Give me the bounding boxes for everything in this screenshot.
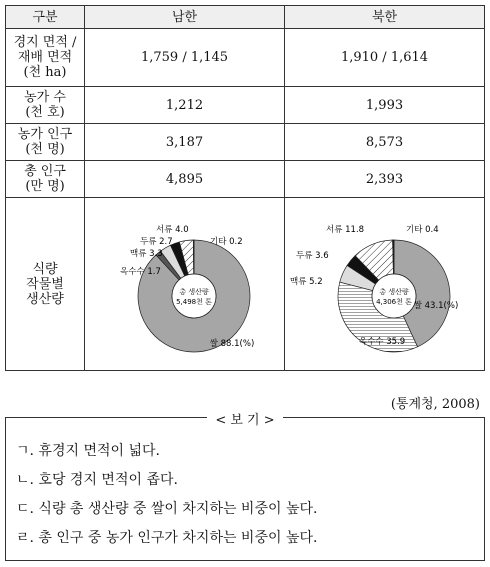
south-area-value: 1,759 / 1,145: [85, 29, 285, 87]
row-label-area: 경지 면적 / 재배 면적 (천 ha): [6, 29, 85, 87]
pie-center: [172, 274, 216, 318]
pie-center-label: 총 생산량: [378, 288, 409, 296]
pie-label-맥류: 맥류 3.3: [129, 249, 163, 259]
bogi-item-1: ㄱ. 휴경지 면적이 넓다.: [16, 443, 160, 459]
pie-label-옥수수: 옥수수 35.9: [358, 337, 405, 347]
pie-label-두류: 두류 3.6: [295, 251, 329, 261]
row-label-farm-population: 농가 인구 (천 명): [6, 124, 85, 161]
row-label-total-population: 총 인구 (만 명): [6, 161, 85, 198]
north-area-value: 1,910 / 1,614: [285, 29, 485, 87]
row-label-crop-production: 식량 작물별 생산량: [6, 198, 85, 371]
south-farm-population-value: 3,187: [85, 124, 285, 161]
pie-label-서류: 서류 4.0: [155, 225, 189, 235]
pie-center-value: 4,306천 톤: [375, 298, 412, 306]
header-south: 남한: [85, 6, 285, 29]
pie-label-옥수수: 옥수수 1.7: [119, 267, 161, 277]
bogi-title: < 보 기 >: [207, 413, 282, 428]
pie-center-label: 총 생산량: [178, 288, 209, 296]
south-households-value: 1,212: [85, 87, 285, 124]
north-farm-population-value: 8,573: [285, 124, 485, 161]
pie-center-value: 5,498천 톤: [175, 298, 212, 306]
bogi-item-2: ㄴ. 호당 경지 면적이 좁다.: [16, 472, 178, 488]
pie-label-쌀: 쌀 43.1(%): [413, 301, 458, 311]
north-pie-cell: [285, 198, 485, 371]
north-households-value: 1,993: [285, 87, 485, 124]
pie-label-기타: 기타 0.4: [405, 225, 439, 235]
header-category: 구분: [6, 6, 85, 29]
pie-label-맥류: 맥류 5.2: [289, 277, 323, 287]
bogi-item-3: ㄷ. 식량 총 생산량 중 쌀이 차지하는 비중이 높다.: [16, 501, 318, 517]
south-pie-cell: [85, 198, 285, 371]
source-note: (통계청, 2008): [390, 397, 480, 412]
north-total-population-value: 2,393: [285, 161, 485, 198]
south-total-population-value: 4,895: [85, 161, 285, 198]
bogi-item-4: ㄹ. 총 인구 중 농가 인구가 차지하는 비중이 높다.: [16, 530, 318, 546]
north-pie-chart: [286, 198, 484, 366]
header-north: 북한: [285, 6, 485, 29]
pie-label-서류: 서류 11.8: [325, 225, 364, 235]
pie-slice-기타: [193, 240, 194, 274]
pie-label-쌀: 쌀 88.1(%): [209, 339, 254, 349]
row-label-households: 농가 수 (천 호): [6, 87, 85, 124]
statistics-table: [5, 5, 485, 371]
south-pie-chart: [86, 198, 284, 366]
pie-label-기타: 기타 0.2: [209, 237, 243, 247]
pie-center: [372, 274, 416, 318]
bogi-box: [5, 413, 485, 561]
pie-label-두류: 두류 2.7: [139, 237, 173, 247]
